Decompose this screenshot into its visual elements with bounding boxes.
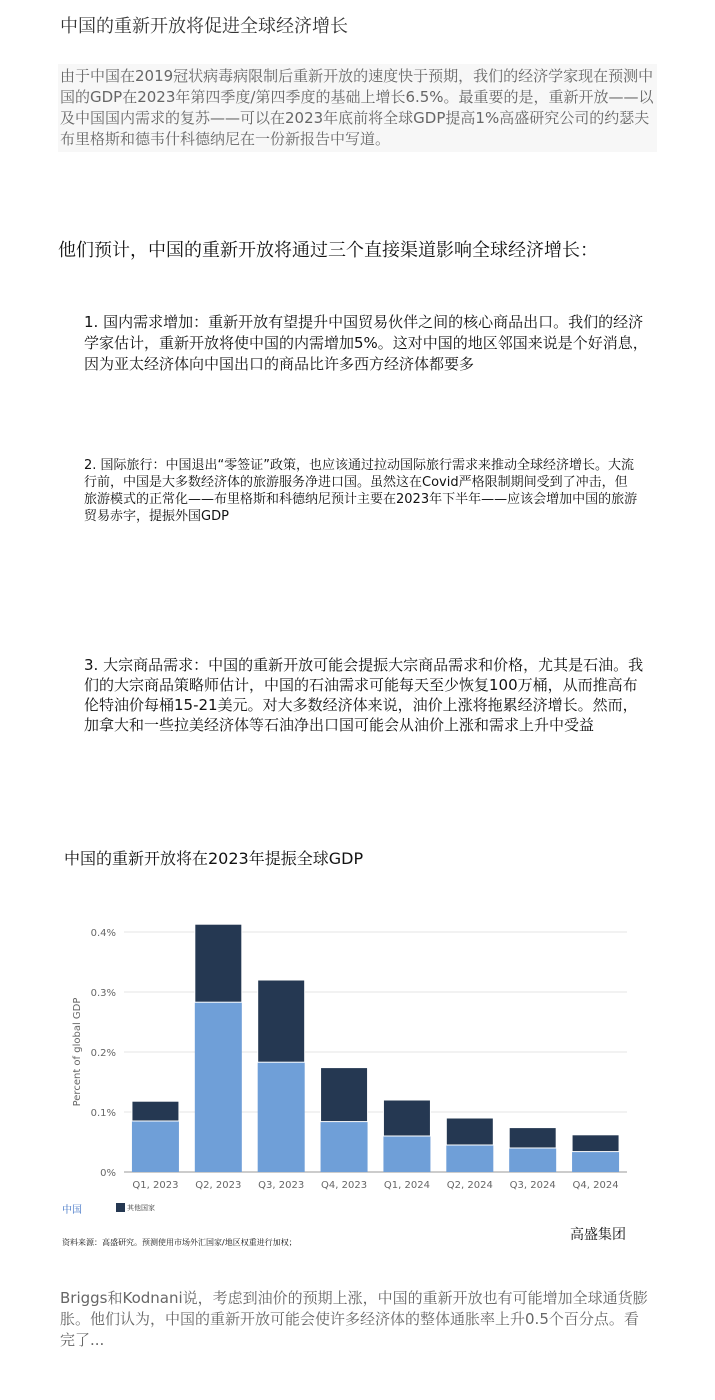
x-tick-label: Q4, 2023 <box>321 1180 368 1191</box>
x-tick-label: Q2, 2024 <box>446 1180 493 1191</box>
chart-card <box>62 886 640 1216</box>
y-axis-label: Percent of global GDP <box>72 997 83 1107</box>
x-tick-label: Q1, 2023 <box>132 1180 179 1191</box>
x-tick-label: Q1, 2024 <box>383 1180 430 1191</box>
bar-segment-other <box>572 1135 619 1152</box>
y-tick-label: 0.4% <box>90 928 116 939</box>
list-item-domestic-demand: 1. 国内需求增加：重新开放有望提升中国贸易伙伴之间的核心商品出口。我们的经济学家估计，重新开放将使中国的内需增加5%。这对中国的地区邻国来说是个好消息，因为亚太经济体向中国出口的商品比许多西方经济体都要多 <box>84 313 648 373</box>
bar-segment-china <box>509 1148 556 1172</box>
bar-segment-china <box>195 1002 242 1172</box>
y-tick-label: 0.2% <box>90 1048 116 1059</box>
brand-label: 高盛集团 <box>570 1227 626 1243</box>
bar-segment-other <box>321 1068 368 1122</box>
bar-chart <box>62 886 640 1216</box>
list-item-international-travel: 2. 国际旅行：中国退出“零签证”政策，也应该通过拉动国际旅行需求来推动全球经济增长。大流行前，中国是大多数经济体的旅游服务净进口国。虽然这在Covid严格限制期间受到了冲击，但旅游模式的正常化——布里格斯和科德纳尼预计主要在2023年下半年——应该会增加中国的旅游贸易赤字，提振外国GDP <box>84 458 638 524</box>
bar-segment-china <box>321 1122 368 1172</box>
bar-segment-china <box>572 1152 619 1172</box>
bar-segment-china <box>258 1062 305 1172</box>
y-tick-label: 0.1% <box>90 1108 116 1119</box>
chart-title: 中国的重新开放将在2023年提振全球GDP <box>64 849 364 868</box>
bar-segment-china <box>446 1145 493 1172</box>
bar-segment-other <box>258 980 305 1062</box>
x-tick-label: Q3, 2023 <box>258 1180 305 1191</box>
legend-label-other: 其他国家 <box>127 1204 155 1212</box>
x-tick-label: Q2, 2023 <box>195 1180 242 1191</box>
lead-paragraph: 他们预计，中国的重新开放将通过三个直接渠道影响全球经济增长： <box>58 240 598 261</box>
bar-segment-other <box>446 1118 493 1145</box>
x-tick-label: Q4, 2024 <box>572 1180 619 1191</box>
bar-segment-other <box>383 1100 430 1136</box>
x-tick-label: Q3, 2024 <box>509 1180 556 1191</box>
bar-segment-other <box>509 1128 556 1148</box>
bar-segment-china <box>383 1136 430 1172</box>
y-tick-label: 0.3% <box>90 988 116 999</box>
chart-source: 资料来源：高盛研究。预测使用市场外汇国家/地区权重进行加权； <box>62 1238 297 1247</box>
y-tick-label: 0% <box>100 1168 116 1179</box>
bar-segment-other <box>132 1101 179 1121</box>
legend-label-china: 中国 <box>62 1205 82 1216</box>
bar-segment-other <box>195 924 242 1002</box>
outro-paragraph: Briggs和Kodnani说，考虑到油价的预期上涨，中国的重新开放也有可能增加全球通货膨胀。他们认为，中国的重新开放可能会使许多经济体的整体通胀率上升0.5个百分点。看完了... <box>60 1289 648 1349</box>
legend-swatch-other <box>116 1203 125 1212</box>
list-item-commodity-demand: 3. 大宗商品需求：中国的重新开放可能会提振大宗商品需求和价格，尤其是石油。我们的大宗商品策略师估计，中国的石油需求可能每天至少恢复100万桶，从而推高布伦特油价每桶15-21美元。对大多数经济体来说，油价上涨将拖累经济增长。然而，加拿大和一些拉美经济体等石油净出口国可能会从油价上涨和需求上升中受益 <box>84 656 644 734</box>
bar-segment-china <box>132 1121 179 1172</box>
article-title: 中国的重新开放将促进全球经济增长 <box>60 16 348 37</box>
intro-paragraph: 由于中国在2019冠状病毒病限制后重新开放的速度快于预期，我们的经济学家现在预测中国的GDP在2023年第四季度/第四季度的基础上增长6.5%。最重要的是，重新开放——以及中国国内需求的复苏——可以在2023年底前将全球GDP提高1%高盛研究公司的约瑟夫布里格斯和德韦什科德纳尼在一份新报告中写道。 <box>58 64 657 152</box>
